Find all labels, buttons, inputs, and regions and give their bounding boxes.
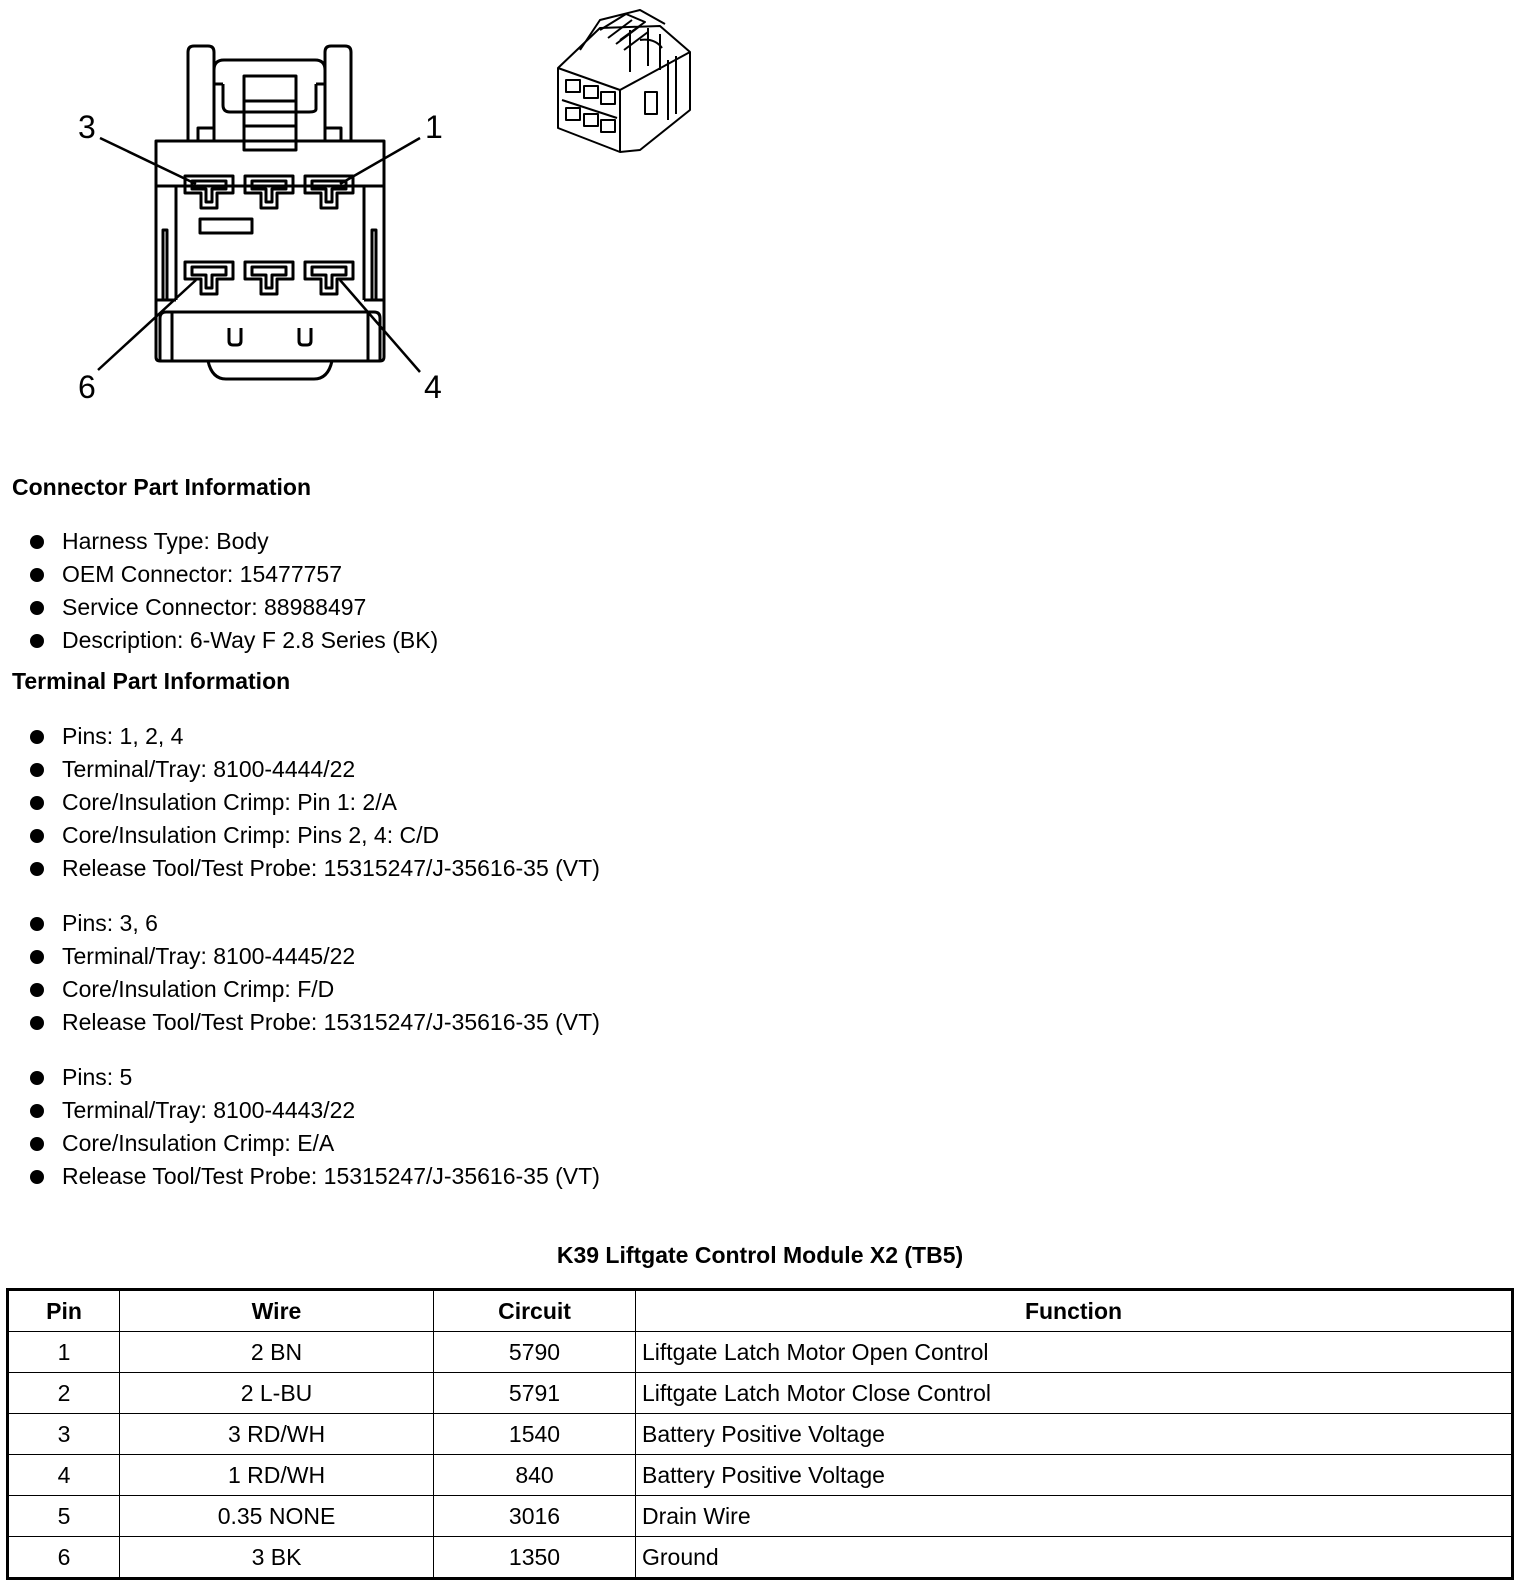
list-item: Terminal/Tray: 8100-4445/22 (0, 940, 600, 973)
cell-pin: 2 (8, 1373, 120, 1414)
terminal-info-title: Terminal Part Information (12, 668, 291, 694)
cell-wire: 3 BK (120, 1537, 434, 1579)
cell-function: Liftgate Latch Motor Open Control (636, 1332, 1513, 1373)
list-item: Pins: 3, 6 (0, 907, 600, 940)
list-item: Description: 6-Way F 2.8 Series (BK) (0, 624, 438, 657)
cell-function: Liftgate Latch Motor Close Control (636, 1373, 1513, 1414)
pinout-table-title: K39 Liftgate Control Module X2 (TB5) (556, 1242, 964, 1268)
table-row (8, 1537, 1513, 1579)
list-item: Core/Insulation Crimp: Pins 2, 4: C/D (0, 819, 600, 852)
table-row (8, 1496, 1513, 1537)
cell-wire: 3 RD/WH (120, 1414, 434, 1455)
cell-function: Ground (636, 1537, 1513, 1579)
list-item: Harness Type: Body (0, 525, 438, 558)
connector-info-title: Connector Part Information (12, 474, 312, 500)
cell-wire: 0.35 NONE (120, 1496, 434, 1537)
cell-pin: 6 (8, 1537, 120, 1579)
cell-wire: 2 L-BU (120, 1373, 434, 1414)
cell-wire: 1 RD/WH (120, 1455, 434, 1496)
header-wire: Wire (120, 1290, 434, 1332)
table-row (8, 1414, 1513, 1455)
terminal-group-2 (0, 907, 600, 1039)
table-row (8, 1373, 1513, 1414)
header-circuit: Circuit (434, 1290, 636, 1332)
list-item: Release Tool/Test Probe: 15315247/J-35616-35 (VT) (0, 1006, 600, 1039)
pin-label-6: 6 (78, 369, 96, 405)
cell-function: Battery Positive Voltage (636, 1414, 1513, 1455)
table-row (8, 1332, 1513, 1373)
terminal-cavities (185, 176, 353, 294)
list-item: Core/Insulation Crimp: F/D (0, 973, 600, 1006)
pin-label-4: 4 (424, 369, 442, 405)
cell-circuit: 5791 (434, 1373, 636, 1414)
cell-pin: 4 (8, 1455, 120, 1496)
cell-circuit: 840 (434, 1455, 636, 1496)
pin-label-3: 3 (78, 109, 96, 145)
terminal-group-1 (0, 720, 600, 885)
table-row (8, 1455, 1513, 1496)
cell-circuit: 5790 (434, 1332, 636, 1373)
cell-function: Battery Positive Voltage (636, 1455, 1513, 1496)
header-function: Function (636, 1290, 1513, 1332)
list-item: Release Tool/Test Probe: 15315247/J-35616-35 (VT) (0, 1160, 600, 1193)
table-header-row (8, 1290, 1513, 1332)
list-item: Core/Insulation Crimp: E/A (0, 1127, 600, 1160)
cell-function: Drain Wire (636, 1496, 1513, 1537)
connector-info-list (0, 525, 438, 657)
list-item: Pins: 5 (0, 1061, 600, 1094)
list-item: Pins: 1, 2, 4 (0, 720, 600, 753)
list-item: Release Tool/Test Probe: 15315247/J-35616-35 (VT) (0, 852, 600, 885)
cell-wire: 2 BN (120, 1332, 434, 1373)
pin-label-1: 1 (425, 109, 443, 145)
list-item: OEM Connector: 15477757 (0, 558, 438, 591)
pinout-table (6, 1288, 1514, 1580)
connector-face-diagram (60, 30, 480, 430)
list-item: Terminal/Tray: 8100-4443/22 (0, 1094, 600, 1127)
cell-circuit: 3016 (434, 1496, 636, 1537)
connector-isometric-icon (555, 2, 705, 162)
cell-pin: 5 (8, 1496, 120, 1537)
cell-circuit: 1540 (434, 1414, 636, 1455)
cell-pin: 1 (8, 1332, 120, 1373)
cell-pin: 3 (8, 1414, 120, 1455)
terminal-group-3 (0, 1061, 600, 1193)
list-item: Service Connector: 88988497 (0, 591, 438, 624)
header-pin: Pin (8, 1290, 120, 1332)
list-item: Terminal/Tray: 8100-4444/22 (0, 753, 600, 786)
cell-circuit: 1350 (434, 1537, 636, 1579)
list-item: Core/Insulation Crimp: Pin 1: 2/A (0, 786, 600, 819)
